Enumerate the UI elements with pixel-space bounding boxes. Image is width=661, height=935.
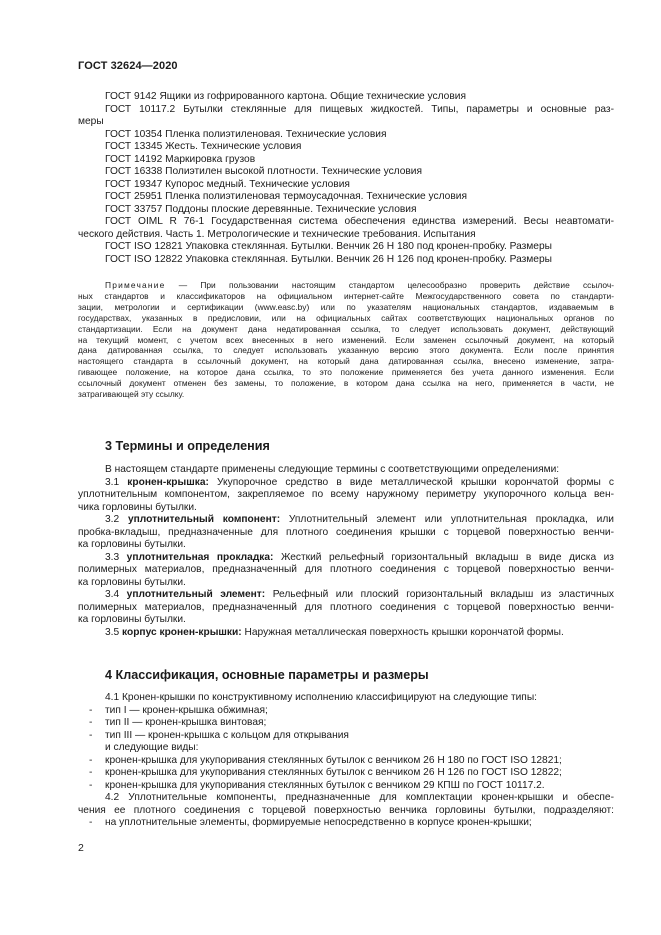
kind-list-item: - кронен-крышка для укупоривания стеклянных бутылок с венчиком 26 Н 180 по ГОСТ ISO 12821;	[89, 754, 562, 766]
note-line: стандартизации. Если на документ дана недатированная ссылка, то следует использовать документ, действующий	[78, 323, 614, 334]
reference-item: ГОСТ ISO 12821 Упаковка стеклянная. Бутылки. Венчик 26 Н 180 под кронен-пробку. Размеры	[105, 241, 552, 252]
reference-item: ГОСТ 10117.2 Бутылки стеклянные для пищевых жидкостей. Типы, параметры и основные раз-	[105, 103, 614, 115]
section-4-body	[78, 692, 614, 830]
reference-item: ГОСТ ISO 12822 Упаковка стеклянная. Бутылки. Венчик 26 Н 126 под кронен-пробку. Размеры	[105, 253, 552, 265]
kind-list-item: - кронен-крышка для укупоривания стеклянных бутылок с венчиком 26 Н 126 по ГОСТ ISO 12822;	[89, 767, 562, 778]
term-3-4: 3.4 уплотнительный элемент: Рельефный или плоский горизонтальный вкладыш из эластичных	[105, 589, 614, 600]
reference-item: ГОСТ 16338 Полиэтилен высокой плотности. Технические условия	[105, 166, 423, 177]
reference-item: ГОСТ 19347 Купорос медный. Технические условия	[105, 178, 350, 190]
note-line: на текущий момент, с учетом всех внесенных в него изменений. Если заменен ссылочный документ, на который	[78, 334, 614, 345]
seal-list-item: - на уплотнительные элементы, формируемые непосредственно в корпусе кронен-крышки;	[89, 817, 532, 828]
reference-item: ГОСТ 33757 Поддоны плоские деревянные. Технические условия	[105, 203, 417, 215]
note-line: ссылочный документ отменен без замены, то положение, в котором дана ссылка на него, применяется в части, не	[78, 378, 614, 389]
reference-item: ГОСТ 13345 Жесть. Технические условия	[105, 141, 302, 152]
note-line: гивающее положение, на которое дана ссылка, то это положение применяется без учета данного изменения. Если	[78, 367, 614, 378]
section-3-body: В настоящем стандарте применены следующие термины с соответствующими определениями: 3.1 кронен-крышка: Укупорочное средство в виде металлической крышки корончатой формы с уплотнительным компонентом, закрепляемое по всему наружному периметру укупорочного кольца вен- чика горловины бутылки. 3.2 уплотнительный компонент: Уплотнительный элемент или уплотнительная прокладка, или пробка-вкладыш, предназначенные для плотного соединения крышки с торцевой поверхностью венчи- ка горловины бутылки. 3.3 уплотнительная прокладка: Жесткий рельефный горизонтальный вкладыш в виде диска из полимерных материалов, предназначенный для плотного соединения с торцевой поверхностью венчи- ка горловины бутылки. 3.4 уплотнительный элемент: Рельефный или плоский горизонтальный вкладыш из эластичных полимерных материалов, предназначенный для плотного соединения с торцевой поверхностью венчи- ка горловины бутылки. 3.5 корпус кронен-крышки: Наружная металлическая поверхность крышки корончатой формы.	[78, 464, 614, 638]
note-block: Примечание — При пользовании настоящим стандартом целесообразно проверить действие ссылоч- ных стандартов и классификаторов на официальном интернет-сайте Межгосударственного совета по стандарти- зации, метрологии и сертификации (www.easc.by) или по указателям национальных стандартов, издаваемым в государствах, указанных в предисловии, или на официальных сайтах соответствующих национальных органов по стандартизации. Если на документ дана недатированная ссылка, то следует использовать документ, действующий на текущий момент, с учетом всех внесенных в него изменений. Если заменен ссылочный документ, на который дана датированная ссылка, то следует использовать указанную версию этого документа. Если после принятия настоящего стандарта в ссылочный документ, на который дана датированная ссылка, внесено изменение, затра- гивающее положение, на которое дана ссылка, то это положение применяется без учета данного изменения. Если ссылочный документ отменен без замены, то положение, в котором дана ссылка на него, применяется в части, не затрагивающей эту ссылку.	[78, 280, 614, 400]
section-4-heading: 4 Классификация, основные параметры и размеры	[105, 668, 429, 682]
term-3-3: 3.3 уплотнительная прокладка: Жесткий рельефный горизонтальный вкладыш в виде диска из	[105, 551, 614, 563]
term-3-2: 3.2 уплотнительный компонент: Уплотнительный элемент или уплотнительная прокладка, или	[105, 514, 614, 525]
paragraph-4-2: 4.2 Уплотнительные компоненты, предназначенные для комплектации кронен-крышки и обеспе-	[105, 792, 614, 803]
note-line: дана датированная ссылка, то следует использовать указанную версию этого документа. Если после принятия	[78, 345, 614, 356]
reference-item: ГОСТ 10354 Пленка полиэтиленовая. Технические условия	[105, 128, 387, 140]
reference-item-continued: ческого действия. Часть 1. Метрологические и технические требования. Испытания	[78, 228, 476, 240]
reference-item: ГОСТ 14192 Маркировка грузов	[105, 153, 256, 165]
reference-item-continued: меры	[78, 116, 104, 127]
note-label: Примечание	[105, 280, 166, 290]
reference-item: ГОСТ 9142 Ящики из гофрированного картона. Общие технические условия	[105, 91, 466, 102]
page-number: 2	[78, 842, 84, 854]
paragraph-4-1: 4.1 Кронен-крышки по конструктивному исполнению классифицируют на следующие типы:	[105, 692, 537, 703]
note-line: ных стандартов и классификаторов на официальном интернет-сайте Межгосударственного совета по стандарти-	[78, 290, 614, 301]
type-list-item: - тип III — кронен-крышка с кольцом для открывания	[89, 729, 349, 741]
note-line: государствах, указанных в предисловии, или на официальных сайтах соответствующих национальных органов по	[78, 312, 614, 323]
note-line: зации, метрологии и сертификации (www.easc.by) или по указателям национальных стандартов, издаваемым в	[78, 301, 614, 312]
paragraph-4-2-continued: чения ее плотного соединения с торцевой поверхностью венчика горловины бутылки, подразделяют:	[78, 804, 614, 816]
document-header: ГОСТ 32624—2020	[78, 60, 178, 72]
reference-item: ГОСТ OIML R 76-1 Государственная система обеспечения единства измерений. Весы неавтомати-	[105, 216, 614, 227]
note-line: затрагивающей эту ссылку.	[78, 389, 185, 400]
references-list	[78, 91, 614, 266]
term-3-1: 3.1 кронен-крышка: Укупорочное средство в виде металлической крышки корончатой формы с	[105, 476, 614, 488]
section-3-heading: 3 Термины и определения	[105, 439, 270, 453]
term-3-5: 3.5 корпус кронен-крышки: Наружная металлическая поверхность крышки корончатой формы.	[105, 626, 564, 638]
kind-list-item: - кронен-крышка для укупоривания стеклянных бутылок с венчиком 29 КПШ по ГОСТ 10117.2.	[89, 779, 545, 791]
reference-item: ГОСТ 25951 Пленка полиэтиленовая термоусадочная. Технические условия	[105, 191, 467, 202]
type-list-item: - тип I — кронен-крышка обжимная;	[89, 704, 268, 716]
kinds-intro: и следующие виды:	[105, 742, 199, 753]
type-list-item: - тип II — кронен-крышка винтовая;	[89, 717, 267, 728]
note-line: настоящего стандарта в ссылочный документ, на который дана датированная ссылка, внесено изменение, затра-	[78, 356, 614, 367]
section-3-intro: В настоящем стандарте применены следующие термины с соответствующими определениями:	[105, 464, 560, 475]
